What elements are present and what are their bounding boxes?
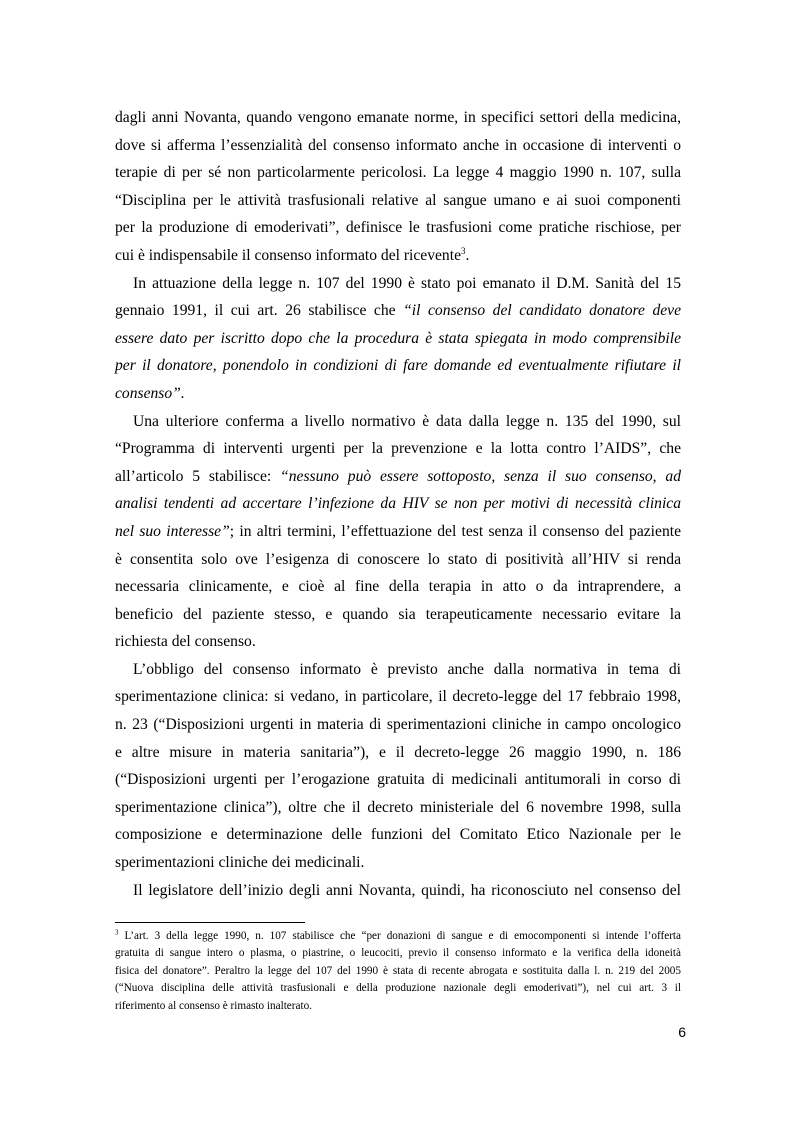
text-line: composizione e determinazione delle funzioni del Comitato Etico Nazionale per le bbox=[115, 826, 681, 844]
text-segment: all’articolo 5 stabilisce: bbox=[115, 467, 281, 485]
text-line: “Programma di interventi urgenti per la prevenzione e la lotta contro l’AIDS”, che bbox=[115, 440, 681, 458]
quotation-italic: l’infezione da HIV bbox=[308, 495, 429, 513]
body-text bbox=[115, 104, 681, 904]
text-line bbox=[115, 518, 681, 546]
quotation-italic: nel suo interesse” bbox=[115, 522, 230, 540]
text-line: Una ulteriore conferma a livello normativo è data dalla legge n. 135 del 1990, sul bbox=[133, 412, 681, 430]
text-line: cui è indispensabile il consenso informato del ricevente$^3$. bbox=[115, 245, 470, 264]
footnote-divider bbox=[115, 922, 305, 923]
footnote-line: riferimento al consenso è rimasto inalterato. bbox=[115, 999, 312, 1012]
text-line: sperimentazioni cliniche dei medicinali. bbox=[115, 854, 365, 872]
text-line: sperimentazione clinica: si vedano, in particolare, il decreto-legge del 17 febbraio 1998, bbox=[115, 688, 681, 706]
paragraph-3 bbox=[115, 408, 681, 656]
text-line: necessaria clinicamente, e cioè al fine della terapia in atto o da intraprendere, a bbox=[115, 578, 681, 596]
text-line bbox=[115, 297, 681, 325]
footnote-reference[interactable]: 3 bbox=[461, 245, 466, 256]
paragraph-4 bbox=[115, 656, 681, 877]
text-line: sperimentazione clinica”), oltre che il decreto ministeriale del 6 novembre 1998, sulla bbox=[115, 798, 681, 816]
text-line: (“Disposizioni urgenti per l’erogazione gratuita di medicinali antitumorali in corso di bbox=[115, 771, 681, 789]
quotation-italic: consenso”. bbox=[115, 384, 185, 402]
text-line: è consentita solo ove l’esigenza di conoscere lo stato di positività all’HIV si renda bbox=[115, 550, 681, 568]
quotation-italic: per il donatore, ponendolo in condizioni di fare domande ed eventualmente rifiutare il bbox=[115, 357, 681, 375]
text-line: per la produzione di emoderivati”, definisce le trasfusioni come pratiche rischiose, per bbox=[115, 219, 681, 237]
quotation-italic: essere dato per iscritto dopo che la procedura è stata spiegata in modo comprensibile bbox=[115, 329, 681, 347]
footnote-line: fisica del donatore”. Peraltro la legge del 107 del 1990 è stata di recente abrogata e sostituita dalla l. n. 219 del 2005 bbox=[115, 964, 681, 977]
text-line: beneficio del paziente stesso, e quando sia terapeuticamente necessario evitare la bbox=[115, 605, 681, 623]
text-line: dove si afferma l’essenzialità del consenso informato anche in occasione di interventi o bbox=[115, 136, 681, 154]
quotation-italic: “il consenso del candidato donatore deve bbox=[403, 302, 681, 320]
quotation-italic: analisi tendenti ad accertare bbox=[115, 495, 309, 513]
paragraph-2 bbox=[115, 270, 681, 408]
text-line: “Disciplina per le attività trasfusionali relative al sangue umano e ai suoi componenti bbox=[115, 191, 681, 209]
text-line bbox=[115, 352, 681, 380]
text-line: terapie di per sé non particolarmente pericolosi. La legge 4 maggio 1990 n. 107, sulla bbox=[115, 164, 681, 182]
text-line: n. 23 (“Disposizioni urgenti in materia di sperimentazioni cliniche in campo oncologico bbox=[115, 716, 681, 734]
footnote-number: 3 bbox=[115, 928, 119, 937]
text-line: e altre misure in materia sanitaria”), e il decreto-legge 26 maggio 1990, n. 186 bbox=[115, 743, 681, 761]
text-line bbox=[115, 463, 681, 491]
text-line bbox=[115, 325, 681, 353]
text-line: L’obbligo del consenso informato è previsto anche dalla normativa in tema di bbox=[133, 660, 681, 678]
quotation-italic: se non per motivi di necessità clinica bbox=[428, 495, 682, 513]
text-segment: cui è indispensabile il consenso informato del ricevente bbox=[115, 246, 461, 264]
footnote-line: gratuita di sangue intero o plasma, o piastrine, o leucociti, previo il consenso informato e la verifica della idoneità bbox=[115, 947, 681, 960]
text-line: In attuazione della legge n. 107 del 1990 è stato poi emanato il D.M. Sanità del 15 bbox=[133, 274, 681, 292]
text-line: dagli anni Novanta, quando vengono emanate norme, in specifici settori della medicina, bbox=[115, 109, 681, 126]
text-line bbox=[115, 380, 681, 408]
footnote bbox=[115, 928, 681, 1015]
quotation-italic: “nessuno può essere sottoposto, senza il suo consenso, ad bbox=[280, 467, 681, 485]
footnote-line: (“Nuova disciplina delle attività trasfusionali e della produzione nazionale degli emoderivati”), nel cui art. 3 il bbox=[115, 982, 681, 995]
paragraph-5 bbox=[115, 877, 681, 905]
page-number: 6 bbox=[678, 1024, 686, 1040]
paragraph-1 bbox=[115, 104, 681, 270]
text-segment: ; in altri termini, l’effettuazione del test senza il consenso del paziente bbox=[229, 522, 681, 540]
footnote-line bbox=[115, 928, 681, 945]
text-line bbox=[115, 490, 681, 518]
footnote-text: L’art. 3 della legge 1990, n. 107 stabilisce che “per donazioni di sangue e di emocomponenti si intende l’offerta bbox=[118, 930, 681, 942]
text-line: Il legislatore dell’inizio degli anni Novanta, quindi, ha riconosciuto nel consenso del bbox=[133, 881, 681, 899]
text-segment: gennaio 1991, il cui art. 26 stabilisce che bbox=[115, 302, 404, 320]
text-line: richiesta del consenso. bbox=[115, 633, 256, 651]
